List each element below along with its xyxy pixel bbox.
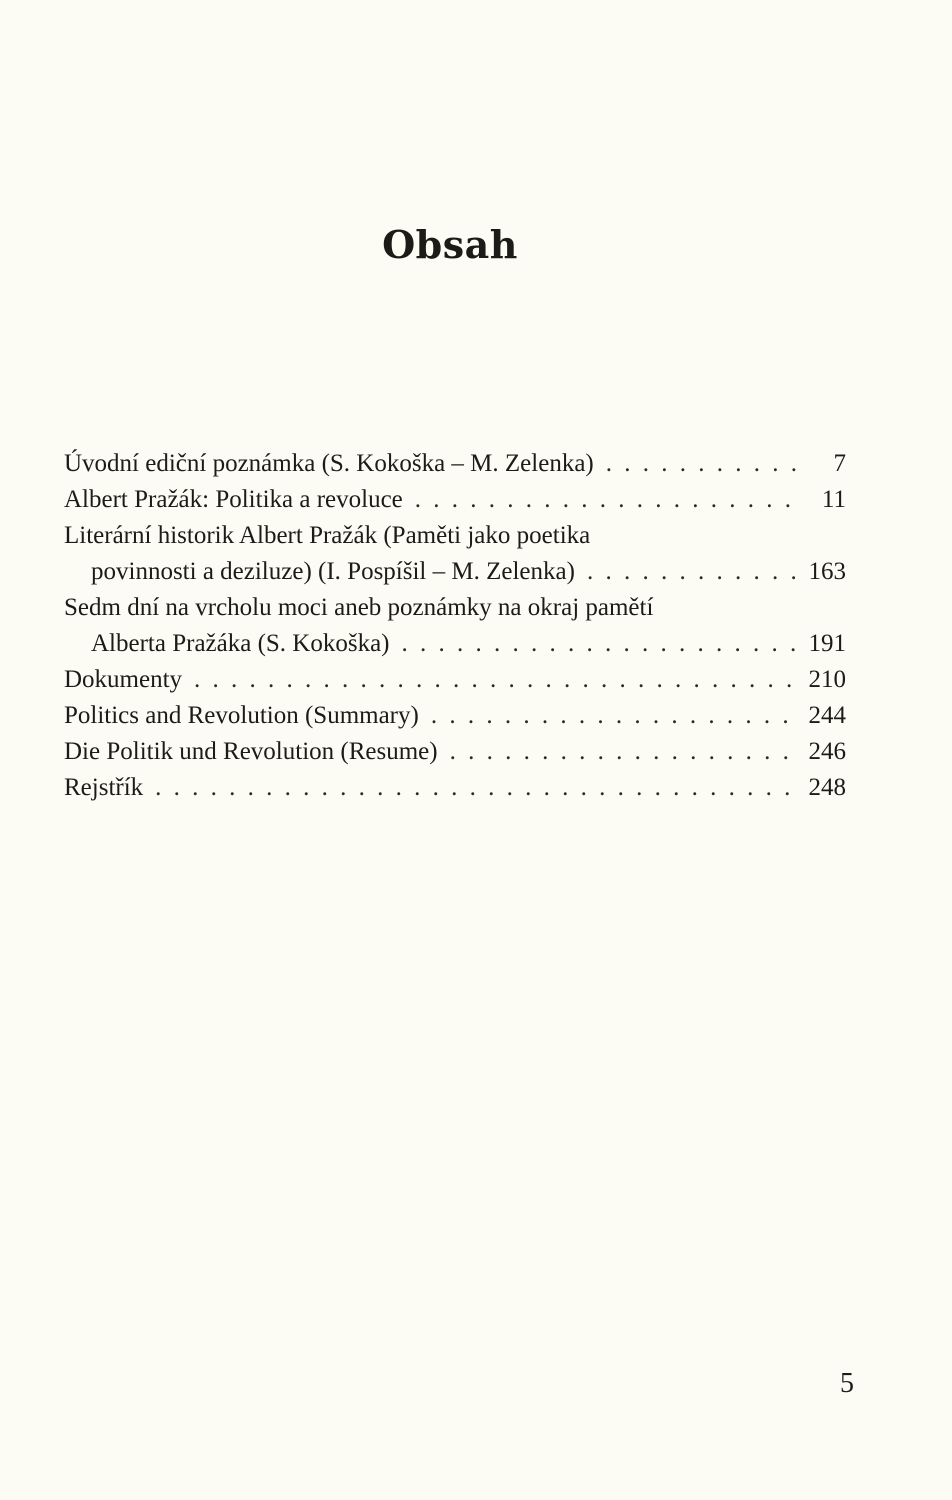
toc-entry bbox=[64, 662, 846, 698]
page-number: 5 bbox=[840, 1368, 854, 1399]
toc-line bbox=[64, 518, 846, 554]
toc-entry-title: Rejstřík bbox=[64, 774, 144, 801]
toc-entry bbox=[64, 698, 846, 734]
toc-line bbox=[64, 734, 846, 770]
toc-entry bbox=[64, 482, 846, 518]
toc-entry-title: Dokumenty bbox=[64, 666, 183, 693]
toc-entry-page: 11 bbox=[821, 486, 846, 513]
toc-entry bbox=[64, 734, 846, 770]
dot-leader bbox=[606, 446, 796, 482]
dot-leader bbox=[415, 482, 796, 518]
toc-line-continuation bbox=[64, 626, 846, 662]
toc-entry-title: Albert Pražák: Politika a revoluce bbox=[64, 486, 403, 513]
toc-line-continuation bbox=[64, 554, 846, 590]
dot-leader bbox=[431, 698, 796, 734]
toc-entry-title: Sedm dní na vrcholu moci aneb poznámky na okraj pamětí bbox=[64, 594, 654, 621]
page-title: Obsah bbox=[382, 222, 518, 268]
toc-entry-title-continuation: povinnosti a deziluze) (I. Pospíšil – M. Zelenka) bbox=[91, 558, 575, 585]
table-of-contents bbox=[64, 446, 846, 806]
toc-entry-page: 246 bbox=[808, 738, 846, 765]
toc-entry-page: 7 bbox=[833, 450, 846, 477]
dot-leader bbox=[450, 734, 796, 770]
toc-entry-title: Die Politik und Revolution (Resume) bbox=[64, 738, 438, 765]
toc-entry-title: Politics and Revolution (Summary) bbox=[64, 702, 419, 729]
dot-leader bbox=[402, 626, 796, 662]
toc-line bbox=[64, 482, 846, 518]
toc-entry bbox=[64, 518, 846, 590]
toc-line bbox=[64, 770, 846, 806]
toc-entry bbox=[64, 590, 846, 662]
toc-line bbox=[64, 590, 846, 626]
dot-leader bbox=[155, 770, 796, 806]
toc-entry bbox=[64, 770, 846, 806]
toc-entry bbox=[64, 446, 846, 482]
toc-entry-title-continuation: Alberta Pražáka (S. Kokoška) bbox=[91, 630, 390, 657]
toc-entry-page: 244 bbox=[808, 702, 846, 729]
dot-leader bbox=[194, 662, 796, 698]
dot-leader bbox=[587, 554, 796, 590]
toc-line bbox=[64, 662, 846, 698]
toc-entry-page: 191 bbox=[808, 630, 846, 657]
toc-entry-title: Literární historik Albert Pražák (Paměti jako poetika bbox=[64, 522, 591, 549]
toc-line bbox=[64, 698, 846, 734]
toc-entry-title: Úvodní ediční poznámka (S. Kokoška – M. Zelenka) bbox=[64, 450, 594, 477]
toc-line bbox=[64, 446, 846, 482]
toc-entry-page: 210 bbox=[808, 666, 846, 693]
toc-entry-page: 163 bbox=[808, 558, 846, 585]
toc-entry-page: 248 bbox=[808, 774, 846, 801]
